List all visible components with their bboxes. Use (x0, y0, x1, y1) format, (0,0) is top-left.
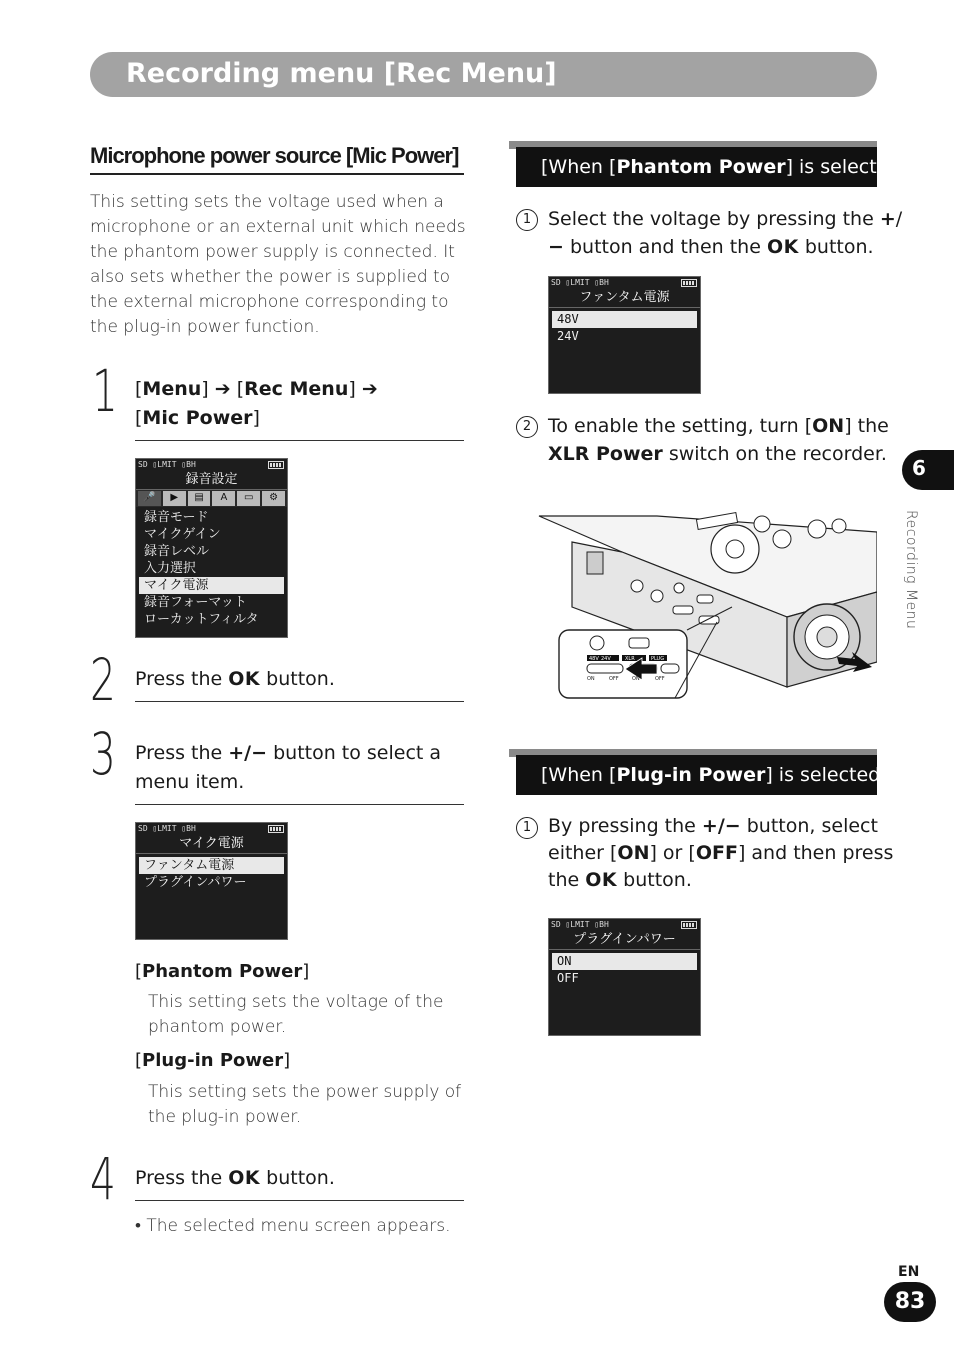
arrow-icon: ➔ (214, 378, 231, 400)
lcd-rec-settings (135, 458, 288, 638)
divider (135, 1200, 464, 1201)
substep-circle-2: 2 (516, 415, 538, 438)
lcd-menu-item: マイクゲイン (144, 527, 221, 542)
substep-circle-1: 1 (516, 816, 538, 839)
lcd-status-bar: SD ▯LMIT ▯BH (136, 823, 287, 835)
plugin-power-desc: This setting sets the power supply of the plug-in power. (148, 1082, 462, 1127)
recorder-illustration (537, 512, 877, 702)
switch-label-on: ON (632, 676, 640, 682)
rec-menu-label: Rec Menu (244, 378, 349, 400)
step-4-note: • The selected menu screen appears. (135, 1216, 451, 1236)
intro-line: the phantom power supply is connected. It (90, 242, 455, 262)
phantom-substep-2: To enable the setting, turn [ON] the XLR Power switch on the recorder. (548, 415, 889, 465)
phantom-power-desc: This setting sets the voltage of the phantom power. (148, 992, 444, 1037)
step-number: 3 (90, 720, 116, 788)
switch-label-off: OFF (655, 676, 665, 682)
function-button-icon (808, 520, 826, 538)
intro-line: microphone or an external unit which needs (90, 217, 466, 237)
intro-paragraph (90, 190, 470, 340)
phantom-section-header: [When [Phantom Power] is selected (509, 141, 877, 187)
step-4-text: Press the OK button. (135, 1167, 335, 1189)
step-number: 2 (90, 646, 116, 714)
lcd-title: マイク電源 (136, 835, 287, 854)
card-slot-icon (587, 552, 603, 574)
switch-label-xlr: XLR (625, 656, 635, 662)
chapter-number: 6 (912, 456, 926, 480)
lcd-menu-item: OFF (557, 971, 579, 985)
step-number: 4 (90, 1145, 116, 1213)
lcd-status-bar: SD ▯LMIT ▯BH (549, 277, 700, 289)
phantom-substep-1: Select the voltage by pressing the +/ − button and then the OK button. (548, 208, 903, 258)
lcd-menu-item: 入力選択 (144, 561, 197, 576)
switch-label-24v: 24V (601, 656, 611, 662)
play-button-icon (773, 530, 791, 548)
divider (135, 440, 464, 441)
language-code: EN (898, 1264, 920, 1280)
substep-circle-1: 1 (516, 208, 538, 231)
lcd-menu-item-selected: マイク電源 (139, 577, 284, 594)
port-icon (674, 583, 684, 593)
text-icon: A (212, 491, 235, 506)
lcd-menu-item-selected: ファンタム電源 (139, 857, 284, 874)
plugin-power-heading: [Plug-in Power] (135, 1050, 291, 1071)
intro-line: the plug-in power function. (90, 317, 320, 337)
page-title: Recording menu [Rec Menu] (126, 58, 557, 89)
port-icon (651, 590, 663, 602)
battery-icon (681, 279, 697, 287)
step-number: 1 (92, 357, 118, 425)
arrow-icon: ➔ (361, 378, 378, 400)
chapter-side-label: Recording Menu (903, 510, 919, 630)
plugin-section-header: [When [Plug-in Power] is selected (509, 749, 877, 795)
rec-button-icon (754, 516, 770, 532)
lcd-icon-row (136, 490, 287, 507)
lcd-mic-power (135, 822, 288, 940)
divider (135, 804, 464, 805)
step-2-text: Press the OK button. (135, 668, 335, 690)
page-number: 83 (894, 1289, 926, 1314)
switch-label-plug: PLUG (651, 656, 665, 662)
port-icon (631, 580, 643, 592)
mic-icon: 🎤 (138, 491, 161, 506)
ok-button-label: OK (228, 668, 261, 690)
xlr-switch-icon (673, 606, 693, 614)
lcd-title: 録音設定 (136, 471, 287, 490)
plugin-power-switch-icon (661, 664, 679, 673)
port-icon (590, 636, 604, 650)
plugin-substep-1: By pressing the +/− button, select either [ON] or [OFF] and then press the OK button. (548, 815, 894, 891)
plus-minus-label: +/− (228, 742, 268, 764)
intro-line: also sets whether the power is supplied to (90, 267, 451, 287)
divider (135, 701, 464, 702)
ok-button-label: OK (228, 1167, 261, 1189)
battery-icon (268, 461, 284, 469)
ok-button-label: OK (585, 869, 618, 891)
switch-label-off: OFF (609, 676, 619, 682)
lcd-title: プラグインパワー (549, 931, 700, 950)
stop-button-icon (832, 519, 846, 533)
lcd-phantom-voltage (548, 276, 701, 394)
lcd-status-bar: SD ▯LMIT ▯BH (136, 459, 287, 471)
ok-button-label: OK (766, 236, 799, 258)
voltage-switch-icon (587, 664, 623, 673)
lcd-menu-item: 録音モード (144, 510, 209, 525)
phantom-power-heading: [Phantom Power] (135, 961, 310, 982)
usb-port-icon (629, 638, 649, 648)
xlr-jack-core-icon (817, 627, 837, 647)
intro-line: the external microphone corresponding to (90, 292, 449, 312)
switch-label-on: ON (587, 676, 595, 682)
switch-label-48v: 48V (589, 656, 599, 662)
step-3-text: Press the +/− button to select a menu item. (135, 742, 442, 793)
step-1-text: [Menu] ➔ [Rec Menu] ➔ [Mic Power] (135, 378, 378, 429)
play-icon: ▶ (163, 491, 186, 506)
lcd-menu-item-selected: ON (552, 953, 697, 970)
menu-label: Menu (142, 378, 202, 400)
intro-line: This setting sets the voltage used when a (90, 192, 444, 212)
mic-power-label: Mic Power (142, 407, 253, 429)
battery-icon (268, 825, 284, 833)
display-icon: ▭ (237, 491, 260, 506)
lcd-status-bar: SD ▯LMIT ▯BH (549, 919, 700, 931)
chapter-tab (902, 450, 954, 490)
usb-port-icon (697, 595, 713, 603)
lcd-menu-item: プラグインパワー (144, 875, 247, 890)
lcd-menu-item: 録音レベル (144, 544, 210, 559)
lcd-title: ファンタム電源 (549, 289, 700, 308)
section-title: Microphone power source [Mic Power] (90, 141, 464, 175)
lcd-menu-item: 録音フォーマット (144, 595, 247, 610)
lcd-menu-item: ローカットフィルタ (144, 612, 259, 627)
lcd-menu-item-selected: 48V (552, 311, 697, 328)
lcd-menu-item: 24V (557, 329, 579, 343)
tools-icon: ⚙ (262, 491, 285, 506)
battery-icon (681, 921, 697, 929)
ok-button-icon (726, 540, 744, 558)
lcd-plugin-power (548, 918, 701, 1036)
file-icon: ▤ (188, 491, 211, 506)
